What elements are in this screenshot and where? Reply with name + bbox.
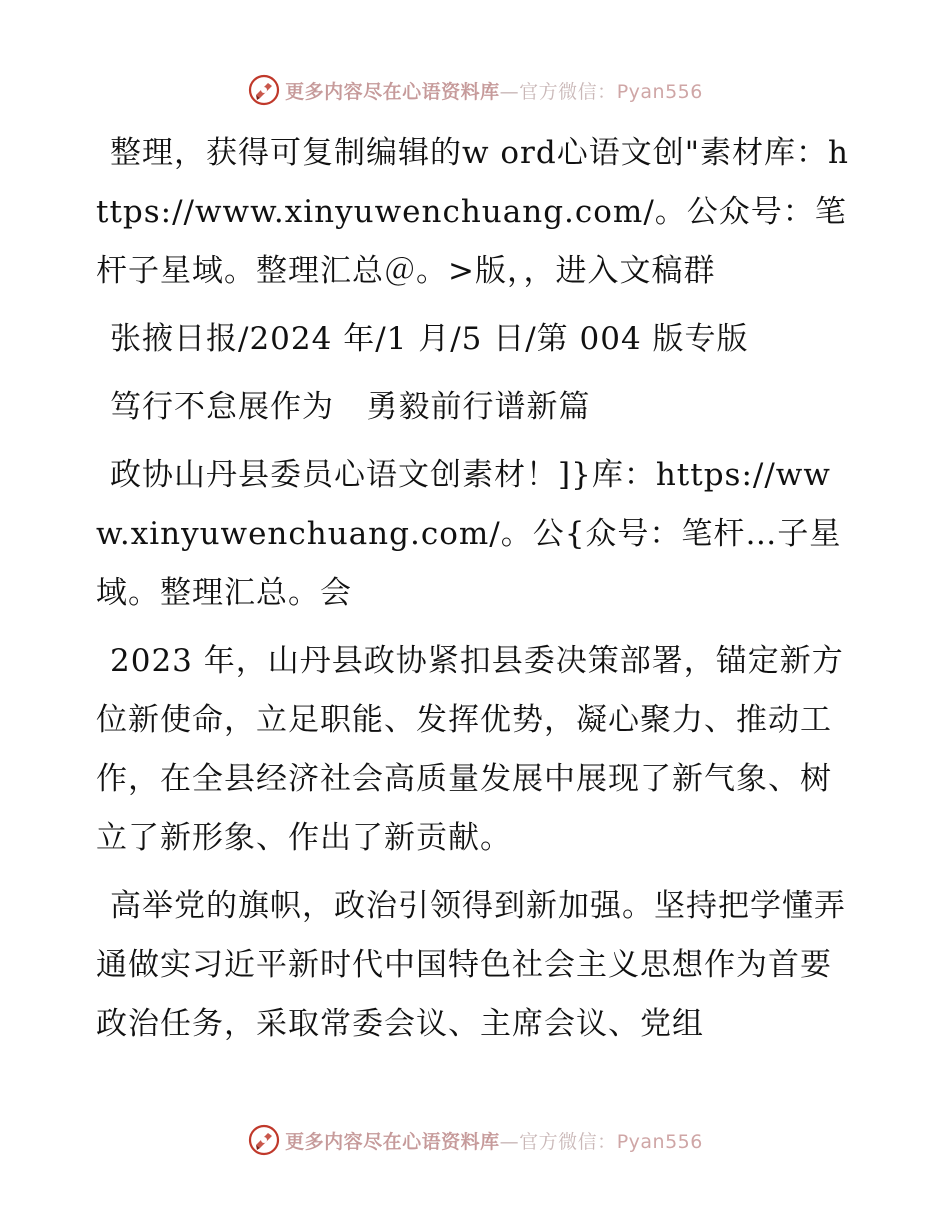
footer-banner-text	[285, 1127, 703, 1154]
header-banner-dash: —	[499, 80, 520, 103]
footer-banner-dash: —	[499, 1130, 520, 1153]
footer-banner-wechat-id: Pyan556	[616, 1130, 703, 1153]
brand-logo-icon	[247, 1123, 281, 1157]
paragraph-newspaper-citation: 张掖日报/2024 年/1 月/5 日/第 004 版专版	[110, 321, 749, 357]
brand-logo-icon	[247, 73, 281, 107]
header-banner-text	[285, 77, 703, 104]
paragraph-source-notice: 整理，获得可复制编辑的w ord心语文创"素材库：https://www.xinyuwenchuang.com/。公众号：笔杆子星域。整理汇总＠。>版，，进入文稿群	[96, 135, 849, 289]
document-body	[96, 124, 856, 1054]
header-banner-main: 更多内容尽在心语资料库	[285, 80, 500, 103]
footer-watermark-banner	[0, 1118, 950, 1162]
footer-banner-official: 官方微信：	[519, 1130, 617, 1153]
paragraph-summary: 2023 年，山丹县政协紧扣县委决策部署，锚定新方位新使命，立足职能、发挥优势，凝心聚力、推动工作，在全县经济社会高质量发展中展现了新气象、树立了新形象、作出了新贡献。	[96, 643, 844, 856]
paragraph-author-notice: 政协山丹县委员心语文创素材！]}库：https://www.xinyuwenchuang.com/。公{众号：笔杆…子星域。整理汇总。会	[96, 457, 842, 611]
header-watermark-banner	[0, 68, 950, 112]
header-banner-wechat-id: Pyan556	[616, 80, 703, 103]
article-headline: 笃行不怠展作为 勇毅前行谱新篇	[110, 389, 591, 425]
footer-banner-main: 更多内容尽在心语资料库	[285, 1130, 500, 1153]
paragraph-political-guidance: 高举党的旗帜，政治引领得到新加强。坚持把学懂弄通做实习近平新时代中国特色社会主义思想作为首要政治任务，采取常委会议、主席会议、党组	[96, 888, 846, 1042]
header-banner-official: 官方微信：	[519, 80, 617, 103]
